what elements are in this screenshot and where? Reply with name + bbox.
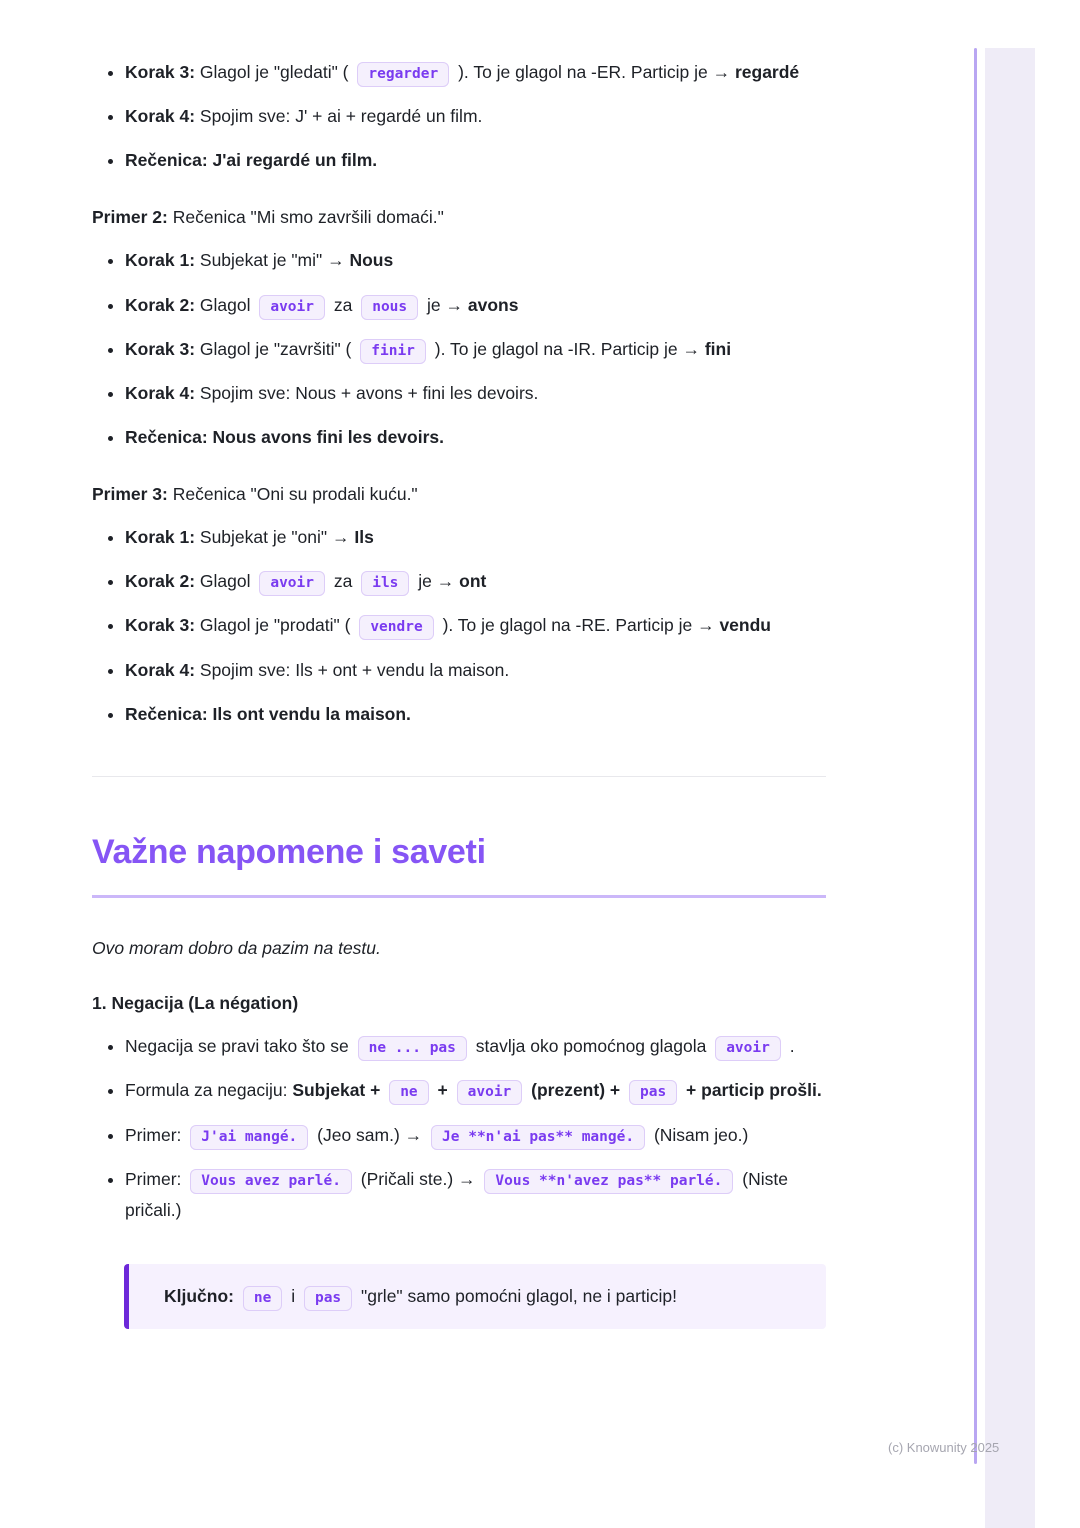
text: (Pričali ste.) →: [355, 1168, 481, 1189]
list-item: [125, 422, 826, 453]
list-item: [125, 655, 826, 686]
inline-code: avoir: [259, 295, 325, 320]
bullet-list: [92, 1031, 826, 1226]
list-item: [125, 1120, 826, 1151]
text: "grle" samo pomoćni glagol, ne i particip!: [356, 1285, 677, 1306]
text: ). To je glagol na -IR. Particip je →: [429, 338, 705, 359]
text: stavlja oko pomoćnog glagola: [470, 1036, 712, 1057]
text: Glagol: [195, 571, 256, 592]
text: (Nisam jeo.): [649, 1124, 749, 1145]
text: (Niste pričali.): [125, 1168, 788, 1220]
text: .: [784, 1036, 795, 1057]
list-item: [125, 334, 826, 365]
text: Rečenica "Mi smo završili domaći.": [167, 207, 444, 228]
content: [92, 44, 826, 1329]
bold-text: Korak 4:: [125, 106, 196, 127]
inline-code: ne: [389, 1080, 428, 1105]
bold-text: Korak 3:: [125, 62, 196, 82]
bullet-list: [92, 57, 826, 176]
text: Glagol je "prodati" (: [195, 615, 356, 636]
text: Spojim sve: J' + ai + regardé un film.: [195, 106, 483, 127]
list-item: [125, 1075, 826, 1106]
callout: [124, 1264, 826, 1330]
inline-code: avoir: [715, 1036, 781, 1061]
list-item: [125, 522, 826, 553]
text: Glagol je "gledati" (: [195, 62, 354, 82]
text: Glagol je "završiti" (: [195, 338, 357, 359]
inline-code: ils: [361, 571, 409, 596]
divider: [92, 776, 826, 777]
bold-text: Rečenica: J'ai regardé un film.: [125, 150, 378, 171]
text: je →: [413, 571, 460, 592]
bold-text: Rečenica: Nous avons fini les devoirs.: [125, 426, 444, 447]
inline-code: J'ai mangé.: [190, 1125, 308, 1150]
list-item: [125, 101, 826, 132]
text: Glagol: [195, 294, 256, 315]
bold-text: Korak 2:: [125, 294, 196, 315]
text: Subjekat je "oni" →: [195, 527, 355, 548]
bold-text: avons: [467, 294, 519, 315]
italic-text: Ovo moram dobro da pazim na testu.: [92, 938, 381, 959]
bold-text: Korak 1:: [125, 250, 196, 271]
bold-text: fini: [704, 338, 732, 359]
text: Primer:: [125, 1168, 187, 1189]
inline-code: regarder: [357, 62, 449, 87]
inline-code: nous: [361, 295, 418, 320]
bold-text: Korak 3:: [125, 615, 196, 636]
inline-code: vendre: [359, 615, 433, 640]
inline-code: finir: [360, 339, 426, 364]
text: i: [286, 1285, 300, 1306]
text: Negacija se pravi tako što se: [125, 1036, 354, 1057]
list-item: [125, 378, 826, 409]
list-item: [125, 245, 826, 276]
text: ). To je glagol na -RE. Particip je →: [437, 615, 720, 636]
list-item: [125, 1164, 826, 1226]
bold-text: Ključno:: [164, 1285, 234, 1306]
text: Rečenica "Oni su prodali kuću.": [167, 484, 418, 505]
inline-code: avoir: [457, 1080, 523, 1105]
inline-code: pas: [629, 1080, 677, 1105]
inline-code: Vous **n'avez pas** parlé.: [484, 1169, 733, 1194]
bold-text: +: [432, 1080, 453, 1101]
bold-text: (prezent) +: [526, 1080, 625, 1101]
scrollbar-thumb[interactable]: [974, 48, 977, 1464]
text: za: [329, 571, 358, 592]
paragraph: [92, 203, 826, 231]
text: [234, 1286, 239, 1306]
inline-code: ne ... pas: [358, 1036, 467, 1061]
bold-text: Korak 3:: [125, 338, 196, 359]
bold-text: Korak 4:: [125, 659, 196, 680]
text: Spojim sve: Nous + avons + fini les devoirs.: [195, 382, 539, 403]
bullet-list: [92, 522, 826, 730]
text: ). To je glagol na -ER. Particip je →: [453, 62, 735, 82]
paragraph: [92, 934, 826, 962]
bold-text: Korak 1:: [125, 527, 196, 548]
bold-text: + particip prošli.: [681, 1080, 822, 1101]
text: je →: [422, 294, 468, 315]
text: Spojim sve: Ils + ont + vendu la maison.: [195, 659, 510, 680]
list-item: [125, 57, 826, 88]
inline-code: Vous avez parlé.: [190, 1169, 352, 1194]
inline-code: Je **n'ai pas** mangé.: [431, 1125, 645, 1150]
text: Formula za negaciju:: [125, 1080, 293, 1101]
bold-text: Primer 2:: [92, 207, 168, 228]
paragraph: [92, 480, 826, 508]
bold-text: ont: [459, 571, 487, 592]
list-item: [125, 610, 826, 641]
bold-text: Ils: [354, 527, 374, 548]
list-item: [125, 566, 826, 597]
bold-text: Korak 4:: [125, 382, 196, 403]
bold-text: Primer 3:: [92, 484, 168, 505]
list-item: [125, 145, 826, 176]
scrollbar-track[interactable]: [985, 48, 1035, 1528]
bold-text: Rečenica: Ils ont vendu la maison.: [125, 703, 411, 724]
text: za: [329, 294, 358, 315]
page-title: Važne napomene i saveti: [92, 825, 826, 898]
list-item: [125, 290, 826, 321]
watermark: (c) Knowunity 2025: [888, 1440, 1000, 1455]
bold-text: 1. Negacija (La négation): [92, 993, 299, 1014]
text: Primer:: [125, 1124, 187, 1145]
bold-text: Korak 2:: [125, 571, 196, 592]
paragraph: [92, 989, 826, 1017]
text: (Jeo sam.) →: [312, 1124, 428, 1145]
bold-text: regardé: [734, 62, 800, 82]
inline-code: ne: [243, 1286, 282, 1311]
text: Subjekat je "mi" →: [195, 250, 350, 271]
bold-text: vendu: [719, 615, 771, 636]
bold-text: Nous: [349, 250, 394, 271]
bold-text: Subjekat +: [292, 1080, 386, 1101]
list-item: [125, 1031, 826, 1062]
inline-code: avoir: [259, 571, 325, 596]
list-item: [125, 699, 826, 730]
bullet-list: [92, 245, 826, 453]
inline-code: pas: [304, 1286, 352, 1311]
